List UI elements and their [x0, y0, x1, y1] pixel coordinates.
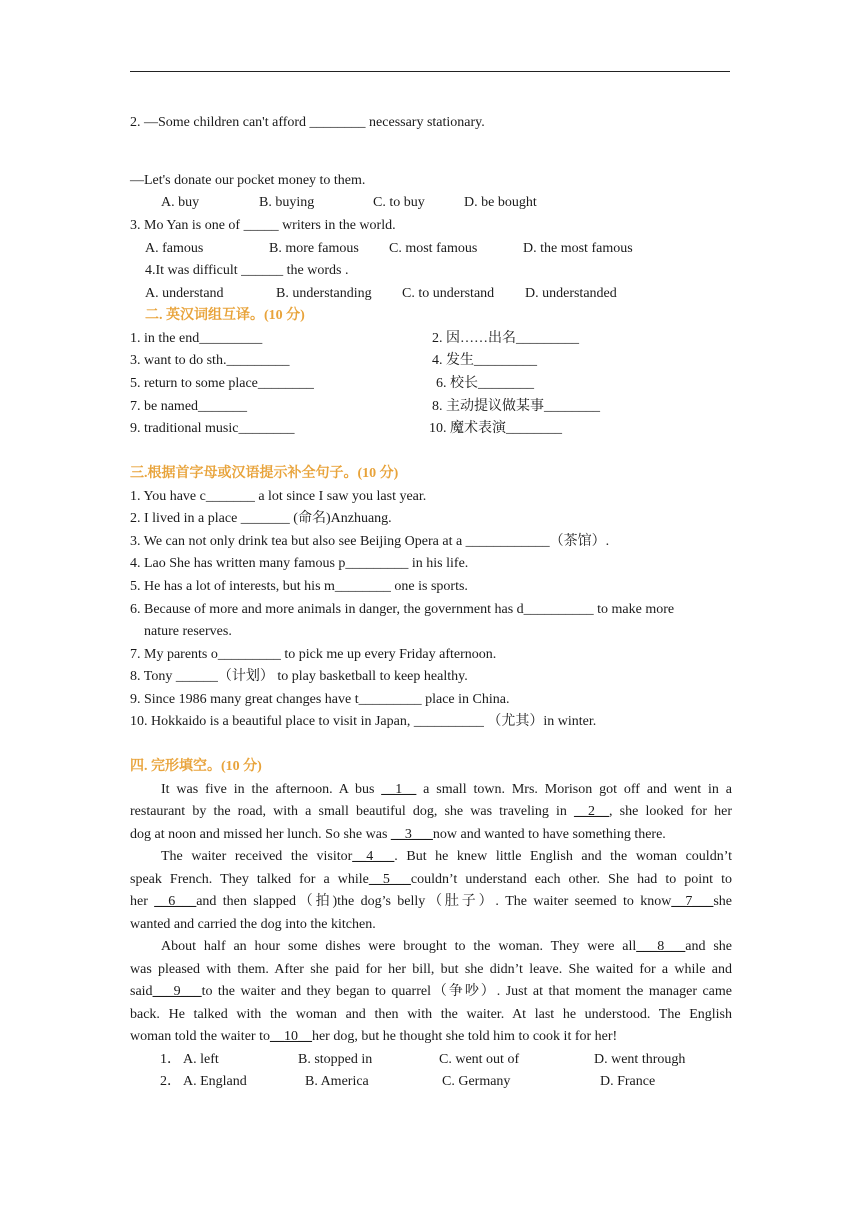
- q3-option-c: C. most famous: [389, 241, 478, 256]
- phrase-right: 8. 主动提议做某事________: [432, 399, 600, 414]
- cloze-q1-option-c: C. went out of: [439, 1052, 520, 1067]
- q4-option-d: D. understanded: [525, 286, 617, 301]
- sentence-item: 1. You have c_______ a lot since I saw you last year.: [130, 489, 427, 504]
- q2-option-c: C. to buy: [373, 195, 425, 210]
- phrase-left: 1. in the end_________: [130, 331, 263, 346]
- cloze-q2-option-c: C. Germany: [442, 1074, 511, 1089]
- sentence-item: 3. We can not only drink tea but also see Beijing Opera at a ____________（茶馆）.: [130, 534, 610, 549]
- blank-6: __6___: [154, 894, 197, 909]
- cloze-q1-option-a: A. left: [183, 1052, 219, 1067]
- q4-stem: 4.It was difficult ______ the words .: [145, 263, 349, 278]
- passage-line: wanted and carried the dog into the kitchen.: [130, 917, 376, 932]
- section3-title: 三.根据首字母或汉语提示补全句子。(10 分): [130, 466, 399, 481]
- q4-option-c: C. to understand: [402, 286, 495, 301]
- sentence-item: 4. Lao She has written many famous p_________ in his life.: [130, 556, 469, 571]
- blank-8: ___8___: [636, 939, 686, 954]
- section2-title: 二. 英汉词组互译。(10 分): [145, 308, 305, 323]
- q3-option-d: D. the most famous: [523, 241, 633, 256]
- blank-5: __5___: [368, 872, 411, 887]
- passage-line: back. He talked with the woman and then with the waiter. At last he understood. The English: [130, 1007, 732, 1022]
- q2-reply: —Let's donate our pocket money to them.: [130, 173, 366, 188]
- cloze-q1-option-d: D. went through: [594, 1052, 686, 1067]
- phrase-left: 7. be named_______: [130, 399, 248, 414]
- cloze-q2-option-a: A. England: [183, 1074, 247, 1089]
- section4-title: 四. 完形填空。(10 分): [130, 759, 262, 774]
- passage-line: was pleased with them. After she paid for her bill, but she didn’t leave. She waited for a while and: [130, 962, 732, 977]
- phrase-right: 10. 魔术表演________: [429, 421, 562, 436]
- blank-7: __7___: [671, 894, 714, 909]
- sentence-item: 5. He has a lot of interests, but his m________ one is sports.: [130, 579, 468, 594]
- q4-option-a: A. understand: [145, 286, 224, 301]
- sentence-item: 2. I lived in a place _______ (命名)Anzhuang.: [130, 511, 392, 526]
- q2-stem: 2. —Some children can't afford ________ necessary stationary.: [130, 115, 485, 130]
- phrase-right: 6. 校长________: [436, 376, 534, 391]
- passage-line: her __6___and then slapped（拍)the dog’s belly（肚子）. The waiter seemed to know__7___she: [130, 894, 732, 909]
- passage-line: woman told the waiter to__10__her dog, but he thought she told him to cook it for her!: [130, 1029, 618, 1044]
- phrase-left: 9. traditional music________: [130, 421, 295, 436]
- passage-line: dog at noon and missed her lunch. So she was __3___now and wanted to have something there.: [130, 827, 666, 842]
- q3-option-a: A. famous: [145, 241, 204, 256]
- q2-option-b: B. buying: [259, 195, 315, 210]
- sentence-item: 10. Hokkaido is a beautiful place to visit in Japan, __________ （尤其）in winter.: [130, 714, 597, 729]
- blank-4: __4___: [352, 849, 395, 864]
- q2-option-a: A. buy: [161, 195, 200, 210]
- cloze-q2-option-b: B. America: [305, 1074, 369, 1089]
- header-rule: [130, 71, 730, 72]
- blank-10: __10__: [269, 1029, 312, 1044]
- sentence-item: nature reserves.: [144, 624, 232, 639]
- cloze-q1-number: 1．: [160, 1052, 181, 1067]
- sentence-item: 9. Since 1986 many great changes have t_________ place in China.: [130, 692, 510, 707]
- passage-line: About half an hour some dishes were brought to the woman. They were all___8___and she: [161, 939, 732, 954]
- q3-option-b: B. more famous: [269, 241, 359, 256]
- sentence-item: 7. My parents o_________ to pick me up every Friday afternoon.: [130, 647, 497, 662]
- sentence-item: 6. Because of more and more animals in danger, the government has d__________ to make more: [130, 602, 675, 617]
- cloze-q1-option-b: B. stopped in: [298, 1052, 373, 1067]
- blank-3: __3___: [390, 827, 433, 842]
- phrase-right: 2. 因……出名_________: [432, 331, 579, 346]
- phrase-left: 3. want to do sth._________: [130, 353, 290, 368]
- blank-2: __2__: [574, 804, 610, 819]
- passage-line: It was five in the afternoon. A bus __1__ a small town. Mrs. Morison got off and went in a: [161, 782, 732, 797]
- q2-option-d: D. be bought: [464, 195, 537, 210]
- phrase-right: 4. 发生_________: [432, 353, 537, 368]
- q3-stem: 3. Mo Yan is one of _____ writers in the world.: [130, 218, 396, 233]
- passage-line: restaurant by the road, with a small beautiful dog, she was traveling in __2__, she looked for her: [130, 804, 733, 819]
- q4-option-b: B. understanding: [276, 286, 372, 301]
- cloze-q2-number: 2．: [160, 1074, 181, 1089]
- phrase-left: 5. return to some place________: [130, 376, 314, 391]
- passage-line: The waiter received the visitor__4___. But he knew little English and the woman couldn’t: [161, 849, 732, 864]
- blank-9: ___9___: [152, 984, 202, 999]
- sentence-item: 8. Tony ______（计划） to play basketball to keep healthy.: [130, 669, 468, 684]
- passage-line: said___9___to the waiter and they began to quarrel（争吵）. Just at that moment the manager came: [130, 984, 732, 999]
- cloze-q2-option-d: D. France: [600, 1074, 656, 1089]
- blank-1: __1__: [381, 782, 417, 797]
- passage-line: speak French. They talked for a while__5___couldn’t understand each other. She had to point to: [130, 872, 732, 887]
